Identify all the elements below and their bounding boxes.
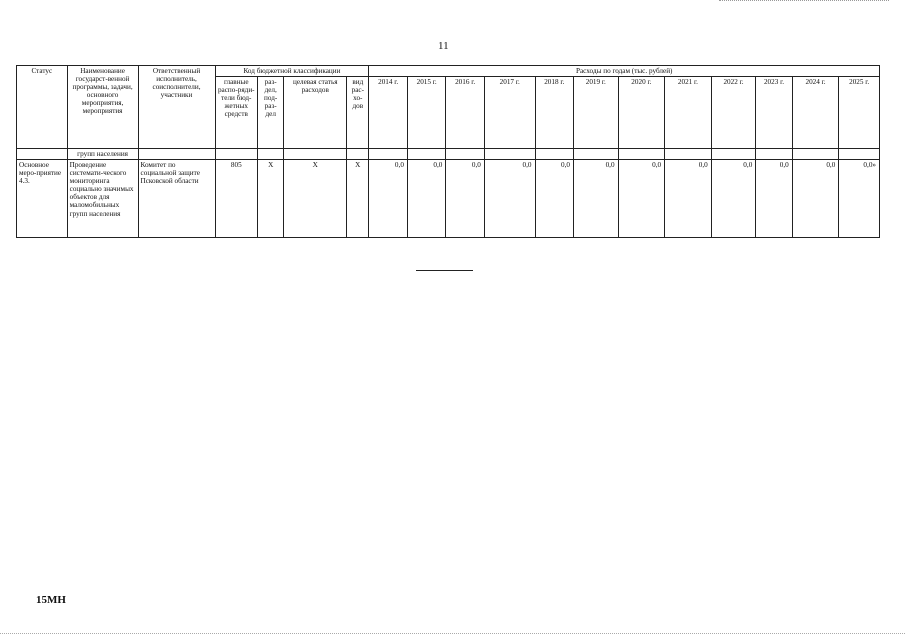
header-responsible: Ответственный исполнитель, соисполнители, участники [138,66,215,149]
scan-artifact-top [719,0,889,3]
header-section: раз-дел, под-раз-дел [258,77,284,149]
section-end-rule [416,270,473,271]
table-row [17,160,880,238]
row-value: 0,0 [574,160,619,238]
row-value: 0,0 [484,160,535,238]
footer-code: 15МН [36,594,66,606]
table-header-row-1 [17,66,880,77]
row-value: 0,0 [792,160,839,238]
header-year: 2015 г. [407,77,445,149]
header-year: 2016 г. [446,77,484,149]
header-expenses-group: Расходы по годам (тыс. рублей) [369,66,880,77]
header-status: Статус [17,66,68,149]
row-responsible: Комитет по социальной защите Псковской области [138,160,215,238]
row-value: 0,0 [446,160,484,238]
row-value: 0,0 [665,160,712,238]
budget-expenses-table [16,65,880,238]
row-value: 0,0 [407,160,445,238]
header-expense-type: вид рас-хо-дов [347,77,369,149]
header-year: 2017 г. [484,77,535,149]
row-name: Проведение системати-ческого мониторинга социально значимых объектов для маломобильных групп населения [67,160,138,238]
row-value: 0,0 [535,160,573,238]
row-value: 0,0 [756,160,792,238]
page-number: 11 [438,40,449,52]
continuation-text: групп населения [67,149,138,160]
row-value: 0,0» [839,160,880,238]
row-section: Х [258,160,284,238]
row-expense-type: Х [347,160,369,238]
header-year: 2025 г. [839,77,880,149]
header-year: 2019 г. [574,77,619,149]
row-main-manager: 805 [215,160,258,238]
row-value: 0,0 [711,160,756,238]
row-value: 0,0 [618,160,665,238]
row-target-item: Х [284,160,347,238]
header-main-manager: главные распо-ряди-тели бюд-жетных средств [215,77,258,149]
header-year: 2018 г. [535,77,573,149]
header-year: 2014 г. [369,77,407,149]
header-year: 2022 г. [711,77,756,149]
header-year: 2021 г. [665,77,712,149]
header-name: Наименование государст-венной программы, задачи, основного мероприятия, мероприятия [67,66,138,149]
row-value: 0,0 [369,160,407,238]
header-year: 2023 г. [756,77,792,149]
header-budget-code-group: Код бюджетной классификации [215,66,369,77]
header-year: 2020 г. [618,77,665,149]
header-target-item: целевая статья расходов [284,77,347,149]
continuation-row [17,149,880,160]
header-year: 2024 г. [792,77,839,149]
row-status: Основное меро-приятие 4.3. [17,160,68,238]
scan-artifact-bottom [0,633,905,636]
